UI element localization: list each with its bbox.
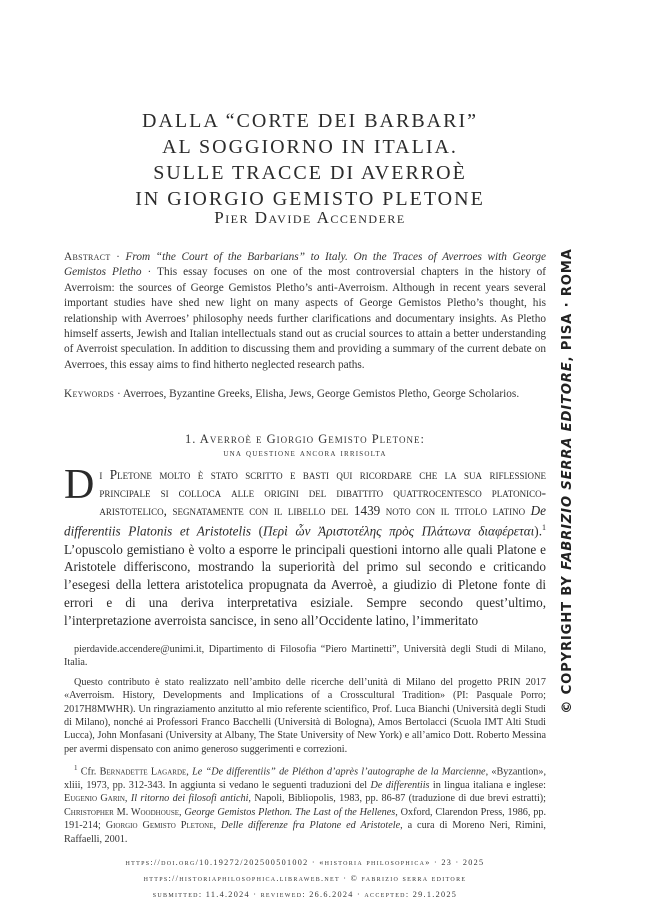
- fn-title: Le “De differentiis” de Pléthon d’après l’autographe de la Marcienne: [192, 766, 486, 778]
- author-name: [70, 208, 550, 228]
- fn-author: Bernadette Lagarde: [99, 766, 187, 778]
- fn-author: Giorgio Gemisto Pletone: [105, 820, 214, 832]
- body-text-part: L’opuscolo gemistiano è volto a esporre le principali questioni intorno alle quali Platone e Aristotele differiscono, mostrando la superiorità del primo sul secondo e criticando l’esegesi della lettera aristotelica propugnata da Averroè, a giudizio di Pletone fonte di errori e di una deriva interpretativa esiziale. Sempre secondo quest’ultimo, l’interpretazione averroista sancisce, in seno all’Occidente latino, l’immeritato: [64, 541, 546, 628]
- fn-text: , Napoli, Bibliopolis, 1983, pp. 86-87 (traduzione di due brevi estratti);: [248, 793, 547, 805]
- abstract-text: · This essay focuses on one of the most controversial chapters in the history of Averroism: the sources of George Gemistos Pletho’s anti-Averroism. Although in recent years several important studies have shed new light on many aspects of George Gemistos Pletho’s thought, his relationship with Averroes’ philosophy needs further clarifications and documentary insights. As Pletho himself asserts, Jewish and Italian intellectuals stand out as crucial sources to attain a better understanding of Averroist speculation. In addition to discussing them and providing a summary of the current debate on Averroes, this essay aims to find hitherto neglected research paths.: [64, 266, 546, 371]
- abstract-sep: ·: [110, 251, 126, 263]
- drop-cap: D: [64, 462, 95, 508]
- fn-text: ,: [213, 820, 221, 832]
- title-line: IN GIORGIO GEMISTO PLETONE: [135, 188, 485, 210]
- abstract-english-title: From “the Court of the Barbarians” to Italy. On the Traces of Averroes with George Gemistos Pletho: [64, 251, 546, 279]
- fn-title: De differentiis: [370, 780, 430, 792]
- doi-line[interactable]: https://doi.org/10.19272/202500501002 · «historia philosophica» · 23 · 2025: [125, 858, 485, 867]
- author-text: Pier Davide Accendere: [214, 208, 406, 227]
- footnote-1: [64, 762, 546, 846]
- dates-line: submitted: 11.4.2024 · reviewed: 26.6.2024 · accepted: 29.1.2025: [152, 890, 458, 899]
- fn-title: George Gemistos Plethon. The Last of the Hellenes: [184, 806, 396, 818]
- body-paragraph: [64, 462, 546, 630]
- fn-text: , Oxford, Clarendon Press, 1986, pp. 191-214;: [64, 806, 546, 832]
- body-greek-title: Περὶ ὧν Ἀριστοτέλης πρὸς Πλάτωνα διαφέρεται: [263, 523, 535, 539]
- copyright-sidebar: [556, 246, 580, 716]
- footnotes: [64, 643, 546, 852]
- body-text-part: (: [250, 523, 264, 539]
- fn-title: Il ritorno dei filosofi antichi: [130, 793, 249, 805]
- keywords-text: · Averroes, Byzantine Greeks, Elisha, Jews, George Gemistos Pletho, George Scholarios.: [114, 388, 520, 400]
- body-italic-title: De differentiis Platonis et Aristotelis: [64, 502, 546, 539]
- title-line: DALLA “CORTE DEI BARBARI”: [142, 110, 478, 132]
- keywords: [64, 387, 546, 402]
- fn-text: in lingua italiana e inglese:: [429, 780, 547, 792]
- fn-text: ,: [179, 806, 185, 818]
- title-line: SULLE TRACCE DI AVERROÈ: [153, 162, 467, 184]
- footnote-ref[interactable]: 1: [542, 523, 546, 533]
- affiliation-note: pierdavide.accendere@unimi.it, Dipartimento di Filosofia “Piero Martinetti”, Università degli Studi di Milano, Italia.: [64, 644, 546, 669]
- page-footer: [64, 855, 546, 903]
- keywords-label: Keywords: [64, 388, 115, 400]
- body-text-part: ).: [534, 523, 542, 539]
- section-heading: [64, 432, 546, 461]
- fn-author: Christopher M. Woodhouse: [64, 806, 180, 818]
- section-title: 1. Averroè e Giorgio Gemisto Pletone:: [185, 432, 425, 446]
- body-text-part: i Pletone molto è stato scritto e basti qui ricordare che la sua riflessione principale si colloca alle origini del dibattito quattrocentesco platonico-aristotelico, segnatamente con il libello del 1439 noto con il titolo latino: [99, 467, 546, 518]
- fn-author: Eugenio Garin: [64, 793, 125, 805]
- fn-text: , «Byzantion», xliii, 1973, pp. 312-343. In aggiunta si vedano le seguenti traduzioni del: [64, 766, 547, 792]
- abstract-label: Abstract: [64, 251, 111, 263]
- fn-text: , a cura di Moreno Neri, Rimini, Raffaelli, 2001.: [64, 820, 546, 845]
- title-line: AL SOGGIORNO IN ITALIA.: [162, 136, 458, 158]
- copyright-prefix: © COPYRIGHT BY: [560, 569, 575, 714]
- funding-note: Questo contributo è stato realizzato nell’ambito delle ricerche dell’unità di Milano del progetto PRIN 2017 «Averroism. History, Developments and Implications of a Crosscultural Tradition» (PI: Pasquale Porro; 2017H8MWHR). Un ringraziamento anzitutto al mio referente scientifico, Prof. Luca Bianchi (Università degli Studi di Milano), nonché ai Professori Franco Bacchelli (Università di Bologna), Amos Bertolacci (Scuola IMT Alti Studi Lucca), John Monfasani (University at Albany, The State University of New York) e all’amico Dott. Roberto Messina per avermi dispensato con animo generoso suggerimenti e correzioni.: [64, 676, 546, 755]
- abstract: [64, 250, 546, 373]
- copyright-suffix: , PISA · ROMA: [560, 248, 575, 362]
- fn-text: ,: [124, 793, 131, 805]
- article-title: [70, 108, 550, 212]
- fn-text: Cfr.: [77, 766, 100, 778]
- footnote-number: 1: [74, 764, 78, 773]
- fn-title: Delle differenze fra Platone ed Aristotele: [220, 820, 401, 832]
- section-subtitle: una questione ancora irrisolta: [223, 448, 387, 459]
- website-line[interactable]: https://historiaphilosophica.libraweb.net · © fabrizio serra editore: [143, 874, 467, 883]
- fn-text: ,: [186, 766, 193, 778]
- copyright-publisher: FABRIZIO SERRA EDITORE: [560, 361, 575, 570]
